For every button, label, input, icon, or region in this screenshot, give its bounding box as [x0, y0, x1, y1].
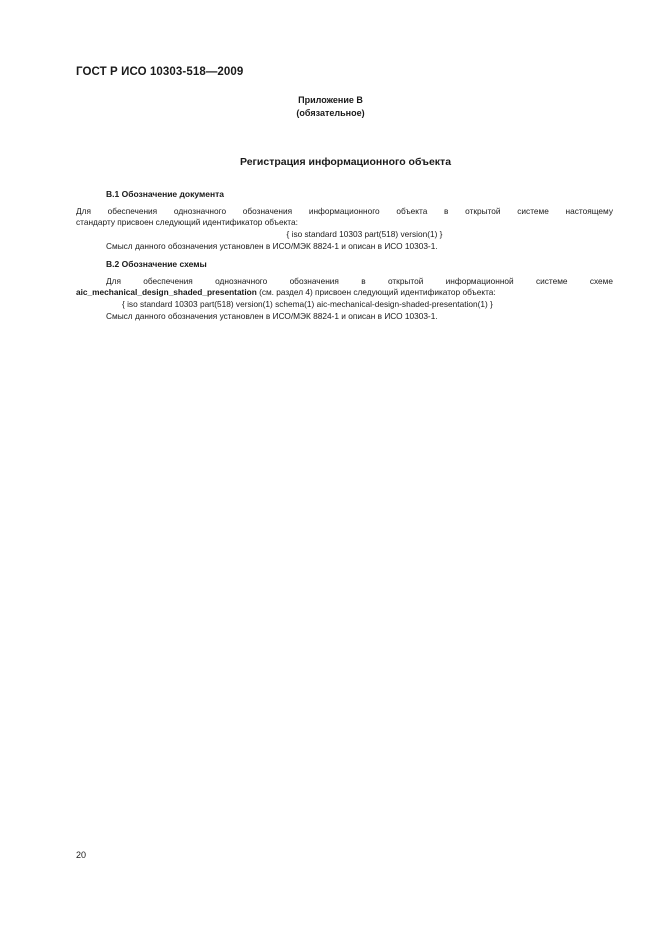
document-code-header: ГОСТ Р ИСО 10303-518—2009 [76, 66, 244, 78]
section-b2-paragraph-line2 [76, 287, 496, 298]
section-b2-meaning: Смысл данного обозначения установлен в ИСО/МЭК 8824-1 и описан в ИСО 10303-1. [106, 311, 438, 321]
section-b2-identifier: { iso standard 10303 part(518) version(1) schema(1) aic-mechanical-design-shaded-presentation(1) } [122, 299, 493, 309]
annex-label: Приложение В [298, 95, 363, 105]
section-b1-identifier: { iso standard 10303 part(518) version(1) } [286, 229, 443, 239]
section-b2-paragraph-line2-rest: (см. раздел 4) присвоен следующий идентификатор объекта: [256, 287, 496, 297]
section-b1-paragraph-line1: Для обеспечения однозначного обозначения информационного объекта в открытой системе настоящему [76, 206, 613, 216]
page-number: 20 [76, 850, 87, 860]
schema-name: aic_mechanical_design_shaded_presentation [76, 287, 257, 297]
annex-title: Регистрация информационного объекта [239, 156, 452, 168]
section-b1-heading: В.1 Обозначение документа [106, 189, 225, 199]
annex-heading [0, 94, 661, 120]
section-b1-paragraph-line2: стандарту присвоен следующий идентификатор объекта: [76, 217, 298, 227]
section-b2-heading: В.2 Обозначение схемы [106, 259, 207, 269]
annex-status: (обязательное) [296, 108, 365, 118]
section-b2-paragraph-line1 [76, 276, 613, 287]
section-b1-meaning: Смысл данного обозначения установлен в ИСО/МЭК 8824-1 и описан в ИСО 10303-1. [106, 241, 438, 251]
section-b2-paragraph-text: Для обеспечения однозначного обозначения в открытой информационной системе схеме [106, 276, 613, 286]
